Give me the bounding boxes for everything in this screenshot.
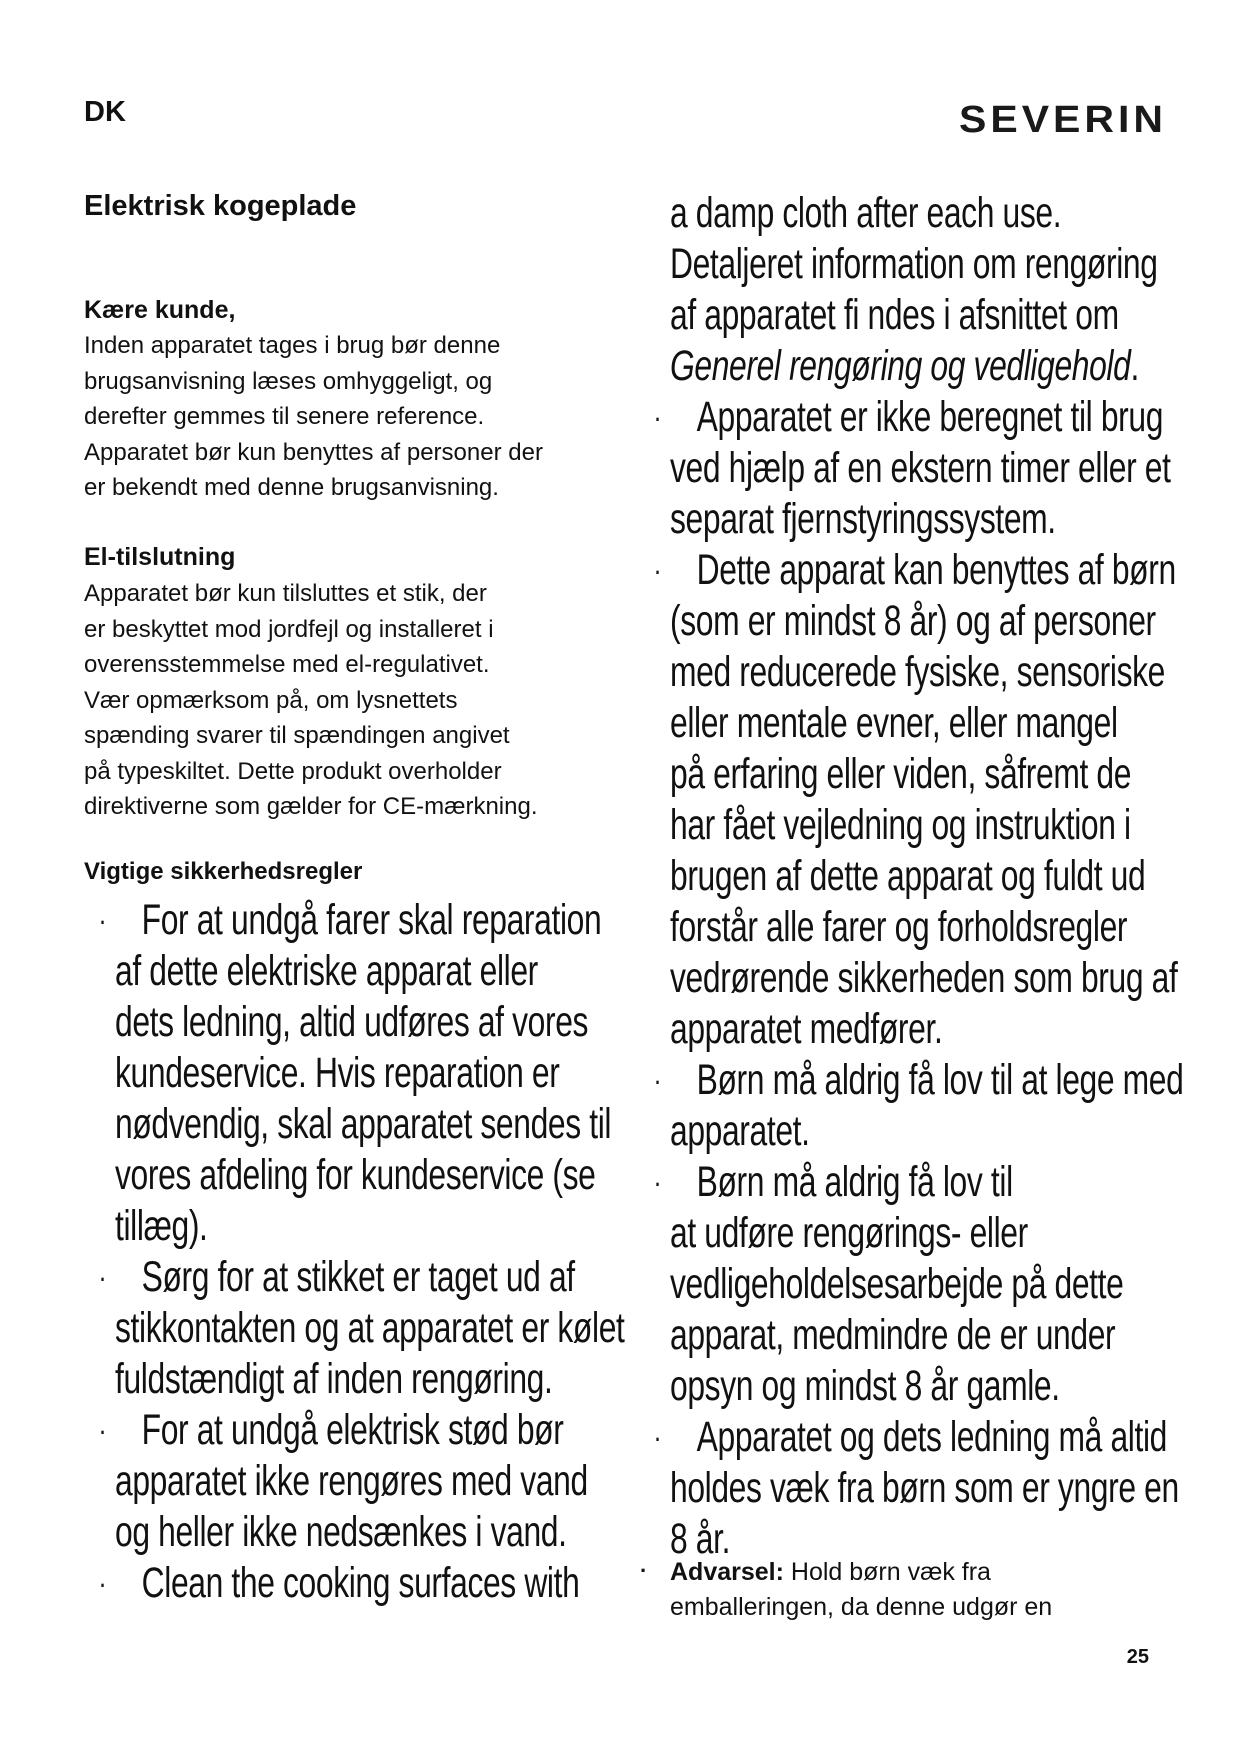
text-line: separat fjernstyringssystem. [670, 495, 1056, 543]
bullet-icon: · [655, 1172, 661, 1197]
text-line: tillæg). [115, 1202, 208, 1250]
list-item [100, 1252, 625, 1405]
text-line: er beskyttet mod jordfejl og installeret i [84, 615, 494, 643]
period: . [1130, 342, 1139, 390]
text-line: stikkontakten og at apparatet er kølet [115, 1304, 625, 1352]
section-heading-safety: Vigtige sikkerhedsregler [84, 858, 363, 885]
el-paragraph [84, 576, 537, 825]
list-item-continuation [670, 188, 1158, 392]
bullet-icon: · [655, 560, 661, 585]
warning-text: Hold børn væk fra [783, 1558, 991, 1586]
text-line: apparatet medfører. [670, 1005, 943, 1053]
section-heading-el: El-tilslutning [84, 543, 236, 571]
text-line: på erfaring eller viden, såfremt de [670, 750, 1132, 798]
text-line: vores afdeling for kundeservice (se [115, 1151, 596, 1199]
text-line: Børn må aldrig få lov til at lege med [696, 1056, 1184, 1104]
text-line: overensstemmelse med el-regulativet. [84, 651, 490, 678]
bullet-icon: · [655, 1070, 661, 1095]
text-line: Dette apparat kan benyttes af børn [696, 546, 1176, 594]
text-line: Clean the cooking surfaces with [141, 1559, 580, 1607]
page-title: Elektrisk kogeplade [84, 190, 357, 222]
text-line: direktiverne som gælder for CE-mærkning. [84, 793, 538, 820]
list-item [100, 1558, 580, 1609]
text-line: fuldstændigt af inden rengøring. [115, 1355, 553, 1403]
bullet-icon: · [655, 407, 661, 432]
text-line: vedrørende sikkerheden som brug af [670, 954, 1178, 1002]
greeting-heading: Kære kunde, [84, 296, 236, 324]
text-line: brugen af dette apparat og fuldt ud [670, 852, 1146, 900]
text-line: emballeringen, da denne udgør en [670, 1593, 1053, 1621]
text-line: Inden apparatet tages i brug bør denne [84, 332, 501, 359]
bullet-icon: · [100, 1267, 106, 1292]
text-line: apparatet. [670, 1107, 810, 1155]
text-line: a damp cloth after each use. [670, 189, 1062, 237]
text-line: Apparatet er ikke beregnet til brug [696, 393, 1164, 441]
text-line [670, 1555, 1052, 1590]
language-code: DK [84, 96, 126, 128]
text-line: holdes væk fra børn som er yngre en [670, 1464, 1179, 1512]
text-line: forstår alle farer og forholdsregler [670, 903, 1128, 951]
text-line: Børn må aldrig få lov til [696, 1158, 1013, 1206]
safety-list-left [100, 895, 625, 1609]
text-line: Detaljeret information om rengøring [670, 240, 1158, 288]
list-item [655, 545, 1178, 1055]
text-line: For at undgå farer skal reparation [141, 896, 602, 944]
list-item [655, 1055, 1184, 1157]
text-line: Apparatet bør kun tilsluttes et stik, der [84, 580, 487, 607]
bullet-icon: · [100, 1420, 106, 1445]
text-line: dets ledning, altid udføres af vores [115, 998, 589, 1046]
list-item [100, 895, 612, 1252]
text-line: af dette elektriske apparat eller [115, 947, 538, 995]
warning-label: Advarsel: [670, 1558, 784, 1586]
text-line: Vær opmærksom på, om lysnettets [84, 686, 458, 714]
text-line: at udføre rengørings- eller [670, 1209, 1028, 1257]
bullet-icon: · [100, 1573, 106, 1598]
text-line: af apparatet fi ndes i afsnittet om [670, 291, 1119, 339]
italic-reference: Generel rengøring og vedligehold [670, 342, 1131, 390]
text-line: kundeservice. Hvis reparation er [115, 1049, 560, 1097]
text-line [670, 341, 1144, 392]
text-line: og heller ikke nedsænkes i vand. [115, 1508, 567, 1556]
warning-item [640, 1555, 1053, 1625]
text-line: Apparatet bør kun benyttes af personer der [84, 438, 543, 466]
text-line: (som er mindst 8 år) og af personer [670, 597, 1156, 645]
list-item [655, 1157, 1144, 1412]
list-item [655, 392, 1171, 545]
text-line: på typeskiltet. Dette produkt overholder [84, 757, 502, 785]
text-line: har fået vejledning og instruktion i [670, 801, 1131, 849]
text-line: apparat, medmindre de er under [670, 1311, 1116, 1359]
bullet-icon: · [100, 910, 106, 935]
text-line: er bekendt med denne brugsanvisning. [84, 474, 499, 501]
text-line: For at undgå elektrisk stød bør [141, 1406, 564, 1454]
text-line: opsyn og mindst 8 år gamle. [670, 1362, 1060, 1410]
text-line: derefter gemmes til senere reference. [84, 403, 485, 430]
list-item [655, 1412, 1179, 1565]
text-line: brugsanvisning læses omhyggeligt, og [84, 367, 493, 395]
text-line: eller mentale evner, eller mangel [670, 699, 1118, 747]
text-line: Apparatet og dets ledning må altid [696, 1413, 1167, 1461]
text-line: vedligeholdelsesarbejde på dette [670, 1260, 1124, 1308]
intro-paragraph [84, 328, 543, 506]
text-line: apparatet ikke rengøres med vand [115, 1457, 588, 1505]
brand-logo: SEVERIN [959, 97, 1167, 141]
text-line: med reducerede fysiske, sensoriske [670, 648, 1166, 696]
text-line: spænding svarer til spændingen angivet [84, 722, 510, 749]
text-line: Sørg for at stikket er taget ud af [141, 1253, 575, 1301]
page-number: 25 [1126, 1646, 1149, 1668]
text-line: ved hjælp af en ekstern timer eller et [670, 444, 1171, 492]
bullet-icon: · [640, 1558, 648, 1583]
safety-list-right [655, 188, 1184, 1565]
list-item [100, 1405, 588, 1558]
bullet-icon: · [655, 1427, 661, 1452]
text-line: 8 år. [670, 1515, 731, 1563]
text-line: nødvendig, skal apparatet sendes til [115, 1100, 612, 1148]
